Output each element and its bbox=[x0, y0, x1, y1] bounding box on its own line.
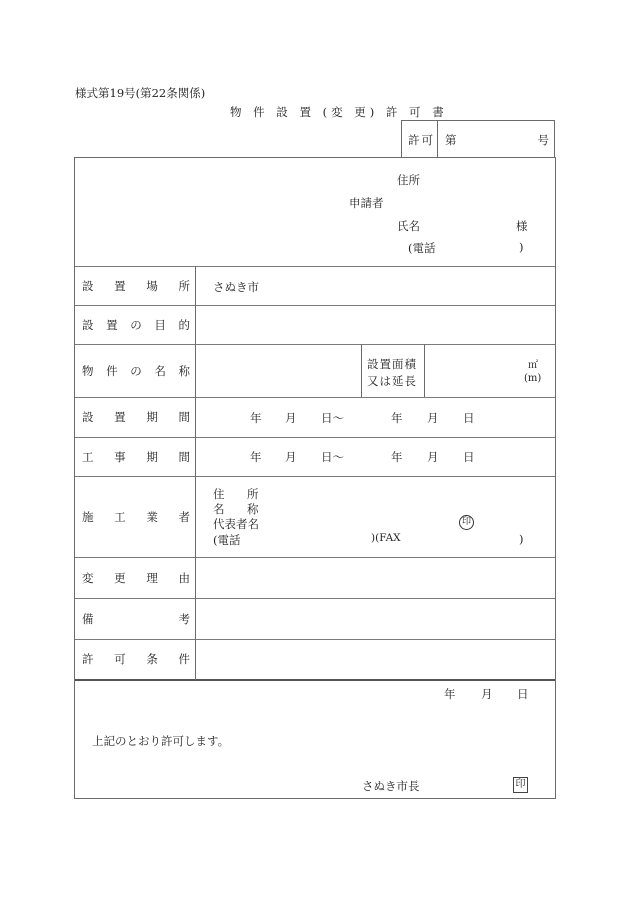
divider bbox=[437, 121, 438, 157]
label-char: 業 bbox=[146, 509, 158, 524]
install-from-year[interactable]: 年 bbox=[250, 411, 262, 425]
location-value[interactable]: さぬき市 bbox=[213, 280, 259, 294]
label-char: 工 bbox=[114, 509, 126, 524]
permit-form-table bbox=[74, 157, 556, 799]
column-divider bbox=[361, 344, 362, 397]
form-id: 様式第19号(第22条関係) bbox=[75, 86, 206, 100]
applicant-phone-close: ) bbox=[519, 240, 524, 254]
area-unit-m: (m) bbox=[524, 373, 542, 384]
label-conditions bbox=[82, 639, 190, 679]
applicant-name-label: 氏名 bbox=[397, 219, 420, 233]
label-change-reason bbox=[82, 557, 190, 598]
remarks-field[interactable] bbox=[196, 599, 556, 639]
label-char: 事 bbox=[114, 449, 126, 464]
install-to-year[interactable]: 年 bbox=[391, 411, 403, 425]
contractor-address-label-a: 住 bbox=[213, 487, 225, 501]
object-name-field[interactable] bbox=[196, 345, 361, 397]
area-unit-sqm: ㎡ bbox=[528, 360, 538, 371]
conditions-field[interactable] bbox=[196, 640, 556, 679]
label-char: 期 bbox=[146, 410, 158, 424]
label-char: 場 bbox=[146, 278, 158, 293]
label-char: 工 bbox=[82, 449, 94, 464]
area-label-line1: 設置面積 bbox=[367, 357, 417, 371]
footer-date-month[interactable]: 月 bbox=[481, 687, 493, 701]
label-char: 施 bbox=[82, 509, 94, 524]
label-char: 設 bbox=[82, 317, 94, 332]
label-char: 期 bbox=[146, 449, 158, 464]
contractor-name-label-b: 称 bbox=[247, 502, 259, 516]
label-char: 可 bbox=[114, 652, 126, 666]
label-object-name bbox=[82, 344, 190, 397]
label-char: 理 bbox=[146, 570, 158, 585]
label-char: 件 bbox=[178, 652, 190, 666]
label-char: 条 bbox=[146, 652, 158, 666]
label-char: 置 bbox=[106, 317, 118, 332]
change-reason-field[interactable] bbox=[196, 558, 556, 598]
official-seal-icon: 印 bbox=[513, 777, 528, 793]
label-char: 変 bbox=[82, 570, 94, 585]
install-to-month[interactable]: 月 bbox=[427, 411, 439, 425]
install-from-day[interactable]: 日～ bbox=[321, 411, 344, 425]
contractor-rep-label: 代表者名 bbox=[213, 517, 259, 531]
work-to-year[interactable]: 年 bbox=[391, 450, 403, 464]
label-char: 間 bbox=[178, 449, 190, 464]
permit-number-box bbox=[401, 120, 555, 157]
label-char: 置 bbox=[114, 278, 126, 293]
contractor-phone-open: (電話 bbox=[213, 533, 241, 547]
applicant-honorific: 様 bbox=[516, 219, 528, 233]
permit-label: 許可 bbox=[408, 133, 435, 147]
label-char: 所 bbox=[178, 278, 190, 293]
work-to-month[interactable]: 月 bbox=[427, 450, 439, 464]
label-char: 間 bbox=[178, 410, 190, 424]
label-char: 的 bbox=[178, 317, 190, 332]
label-location bbox=[82, 266, 190, 305]
label-purpose bbox=[82, 305, 190, 344]
contractor-name-label-a: 名 bbox=[213, 502, 225, 516]
label-char: の bbox=[130, 317, 142, 332]
work-from-year[interactable]: 年 bbox=[250, 450, 262, 464]
column-divider bbox=[424, 344, 425, 397]
area-label-line2: 又は延長 bbox=[367, 374, 417, 388]
label-work-period bbox=[82, 437, 190, 476]
purpose-field[interactable] bbox=[196, 306, 556, 344]
issuer-name: さぬき市長 bbox=[362, 779, 420, 793]
label-char: 名 bbox=[154, 363, 166, 378]
contractor-seal-icon: 印 bbox=[459, 515, 474, 530]
permit-number-suffix: 号 bbox=[537, 133, 549, 147]
document-title: 物 件 設 置 (変 更) 許 可 書 bbox=[230, 105, 448, 119]
install-from-month[interactable]: 月 bbox=[285, 411, 297, 425]
label-char: 物 bbox=[82, 363, 94, 378]
label-char: 備 bbox=[82, 611, 94, 626]
label-remarks bbox=[82, 598, 190, 639]
label-char: の bbox=[130, 363, 142, 378]
label-char: 置 bbox=[114, 410, 126, 424]
label-char: 設 bbox=[82, 410, 94, 424]
label-char: 者 bbox=[178, 509, 190, 524]
contractor-fax-open: )(FAX bbox=[371, 532, 401, 544]
footer-date-year[interactable]: 年 bbox=[444, 687, 456, 701]
contractor-address-label-b: 所 bbox=[247, 487, 259, 501]
work-to-day[interactable]: 日 bbox=[463, 450, 475, 464]
label-contractor bbox=[82, 476, 190, 557]
install-to-day[interactable]: 日 bbox=[463, 411, 475, 425]
applicant-role-label: 申請者 bbox=[349, 196, 384, 210]
permit-number-prefix[interactable]: 第 bbox=[445, 133, 457, 147]
label-install-period bbox=[82, 397, 190, 437]
label-char: 許 bbox=[82, 652, 94, 666]
applicant-phone-open: (電話 bbox=[408, 241, 436, 255]
section-divider bbox=[75, 679, 555, 681]
label-char: 目 bbox=[154, 317, 166, 332]
label-char: 由 bbox=[178, 570, 190, 585]
footer-date-day[interactable]: 日 bbox=[517, 687, 529, 701]
approval-statement: 上記のとおり許可します。 bbox=[92, 734, 230, 748]
contractor-fax-close: ) bbox=[519, 532, 524, 546]
work-from-month[interactable]: 月 bbox=[285, 450, 297, 464]
applicant-address-label: 住所 bbox=[397, 173, 420, 187]
label-char: 設 bbox=[82, 278, 94, 293]
label-char: 更 bbox=[114, 570, 126, 585]
work-from-day[interactable]: 日～ bbox=[321, 450, 344, 464]
label-char: 件 bbox=[106, 363, 118, 378]
label-char: 称 bbox=[178, 363, 190, 378]
label-char: 考 bbox=[178, 611, 190, 626]
